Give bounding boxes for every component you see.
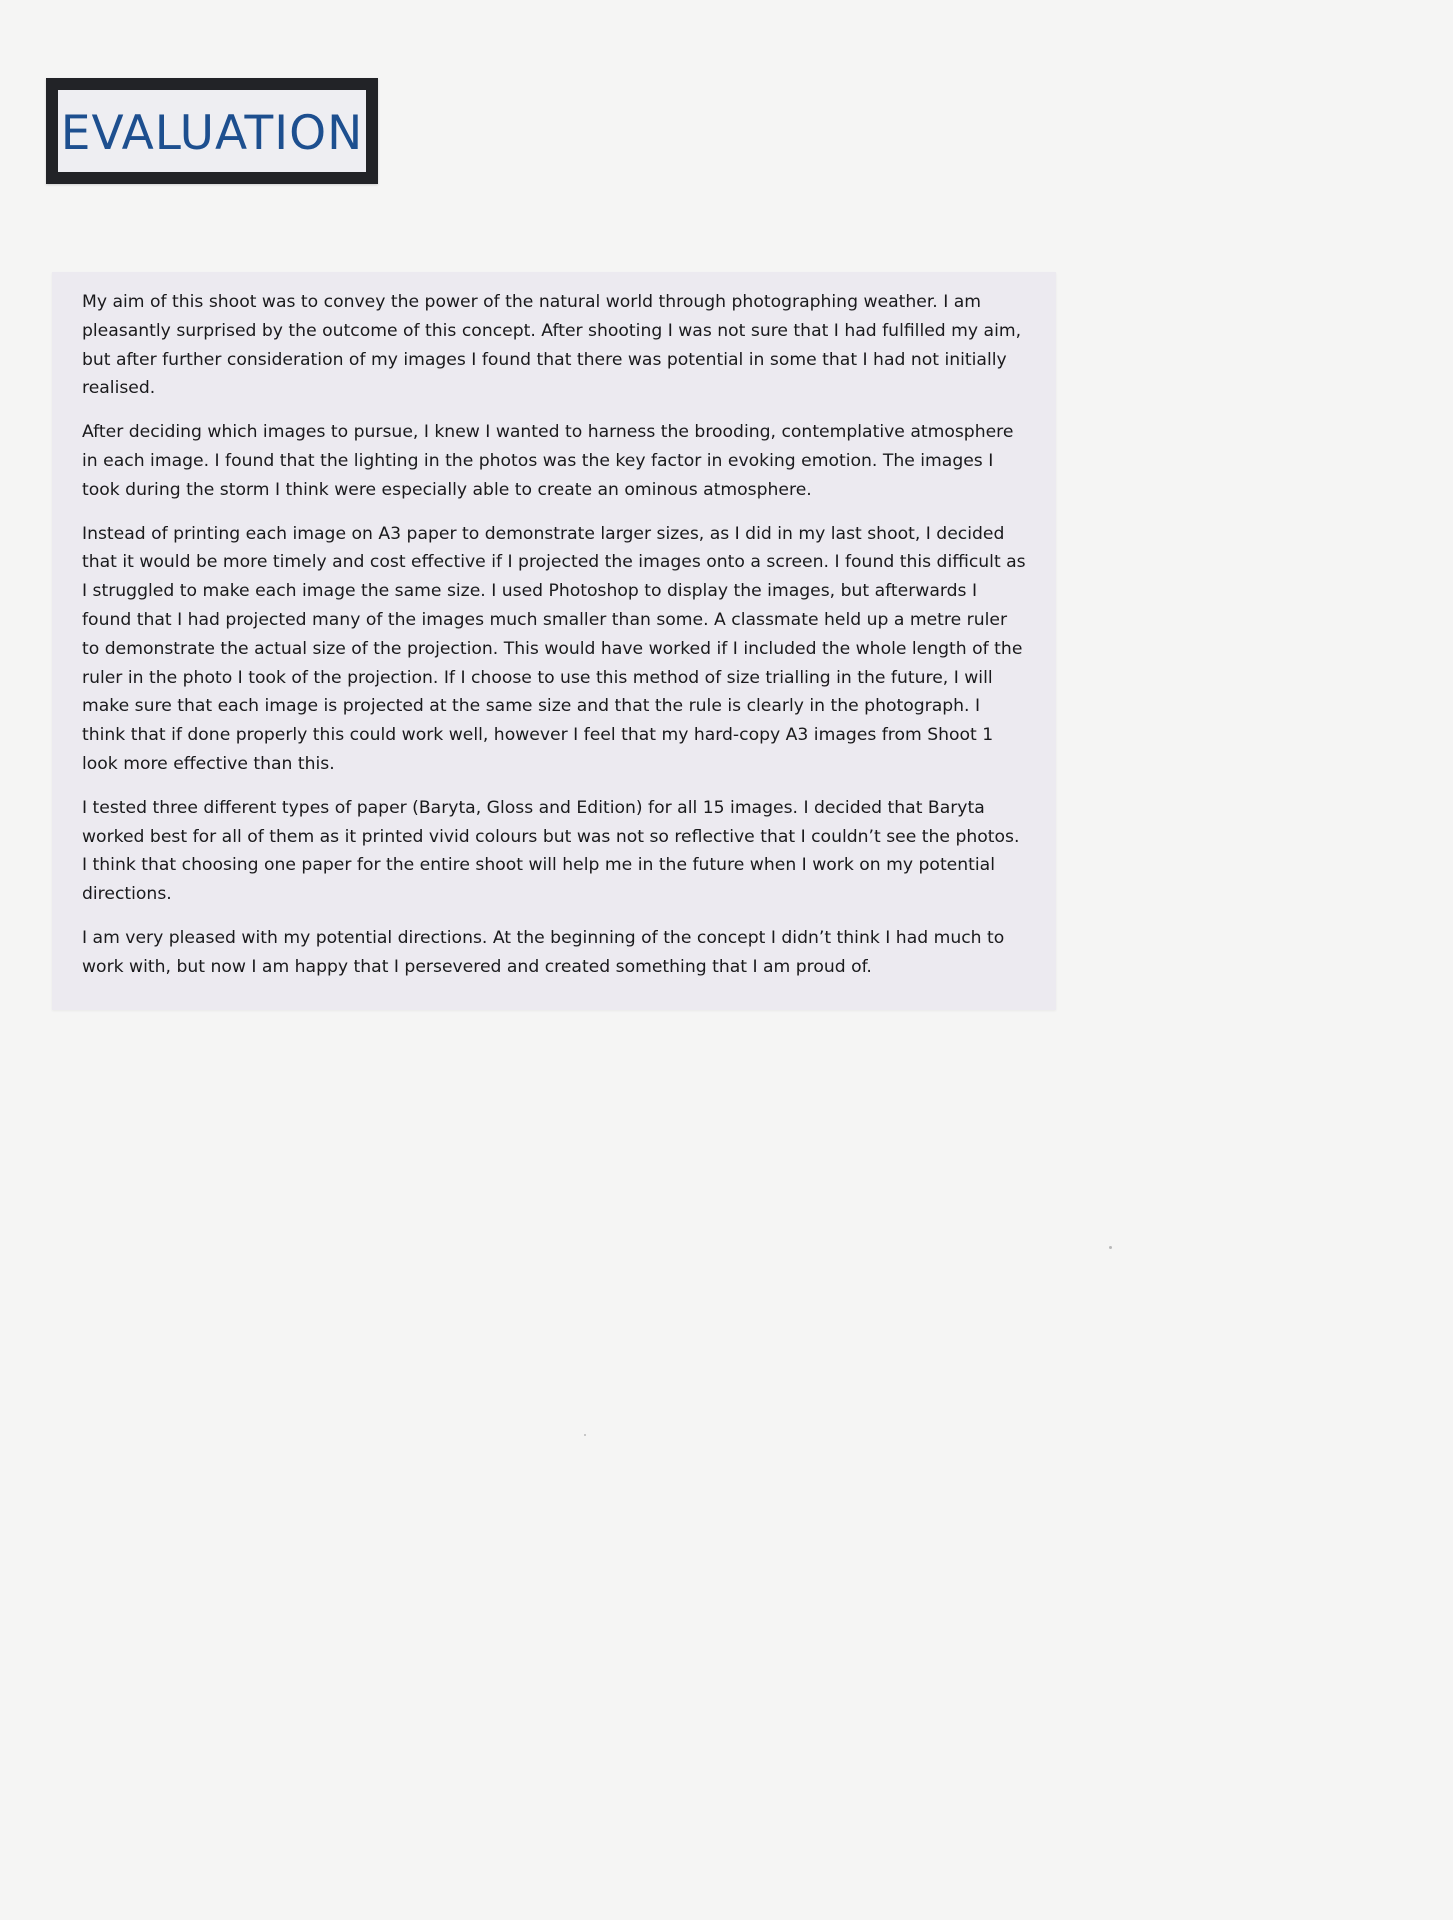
evaluation-text-sheet	[52, 272, 1056, 1010]
paragraph-aim: My aim of this shoot was to convey the power of the natural world through photographing weather. I am pleasantly surprised by the outcome of this concept. After shooting I was not sure that I had fulfilled my aim, but after further consideration of my images I found that there was potential in some that I had not initially realised.	[82, 292, 1022, 399]
paragraph-paper-testing: I tested three different types of paper (Baryta, Gloss and Edition) for all 15 images. I decided that Baryta worked best for all of them as it printed vivid colours but was not so reflective that I couldn’t see the photos. I think that choosing one paper for the entire shoot will help me in the future when I work on my potential directions.	[82, 797, 1020, 905]
paragraph-atmosphere: After deciding which images to pursue, I knew I wanted to harness the brooding, contemplative atmosphere in each image. I found that the lighting in the photos was the key factor in evoking emotion. The images I took during the storm I think were especially able to create an ominous atmosphere.	[82, 422, 1014, 500]
title-label	[58, 90, 366, 172]
title-label-frame	[46, 78, 378, 184]
paragraph-projection: Instead of printing each image on A3 paper to demonstrate larger sizes, as I did in my last shoot, I decided that it would be more timely and cost effective if I projected the images onto a screen. I found this difficult as I struggled to make each image the same size. I used Photoshop to display the images, but afterwards I found that I had projected many of the images much smaller than some. A classmate held up a metre ruler to demonstrate the actual size of the projection. This would have worked if I included the whole length of the ruler in the photo I took of the projection. If I choose to use this method of size trialling in the future, I will make sure that each image is projected at the same size and that the rule is clearly in the photograph. I think that if done properly this could work well, however I feel that my hard-copy A3 images from Shoot 1 look more effective than this.	[82, 523, 1026, 774]
paper-speck	[584, 1434, 586, 1436]
page-title: EVALUATION	[60, 105, 364, 161]
paragraph-conclusion: I am very pleased with my potential directions. At the beginning of the concept I didn’t think I had much to work with, but now I am happy that I persevered and created something that I am proud of.	[82, 927, 1005, 977]
paper-speck	[1109, 1246, 1112, 1249]
